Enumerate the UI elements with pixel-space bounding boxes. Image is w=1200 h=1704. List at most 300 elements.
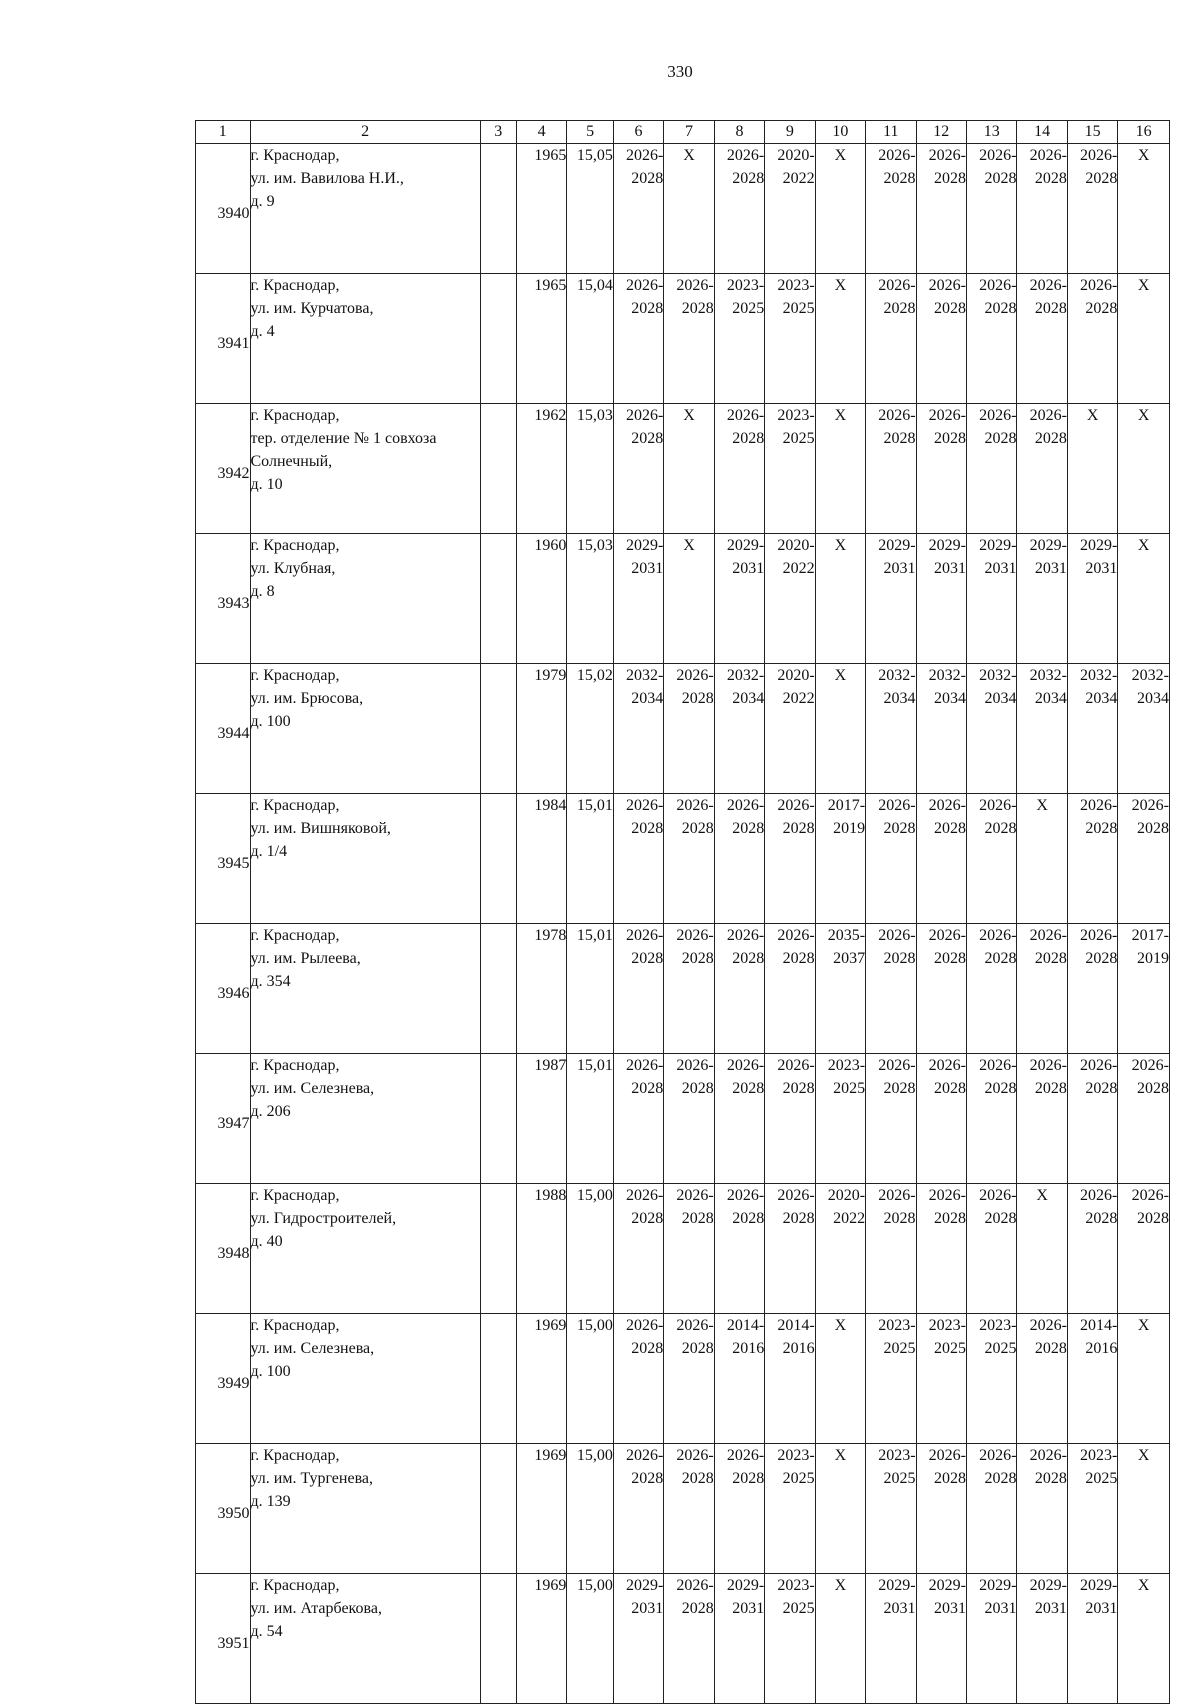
address-line: д. 40 [250,1233,283,1250]
column-header-9: 9 [765,121,815,144]
period-line: 2026- [676,277,714,294]
period-line: 2028 [782,1080,815,1097]
period-line: 2026- [878,1057,916,1074]
period-line: 2026- [1080,1187,1118,1204]
address-line: ул. им. Вавилова Н.И., [250,170,404,187]
period-cell-col10: X [815,144,865,274]
table-row [196,924,1170,1054]
year-cell: 1984 [516,794,566,924]
address-cell [250,1444,480,1574]
period-cell-col16: X [1118,1574,1170,1704]
period-cell-col11 [866,1574,916,1704]
period-line: 2026- [777,1187,815,1204]
period-line: 2014- [726,1317,765,1334]
period-cell-col13 [967,534,1017,664]
period-cell-col11 [866,144,916,274]
column-header-16: 16 [1118,121,1170,144]
address-line: ул. им. Тургенева, [250,1470,374,1487]
period-line: 2028 [883,950,916,967]
period-cell-col10: X [815,1574,865,1704]
period-cell-col15 [1067,1184,1117,1314]
period-line: 2031 [631,560,664,577]
address-line: д. 1/4 [250,843,288,860]
period-line: 2028 [631,300,664,317]
period-line: 2034 [1085,690,1118,707]
period-cell-col6 [613,144,663,274]
address-line: г. Краснодар, [250,1317,340,1334]
period-line: 2026- [1080,1057,1118,1074]
table-row [196,1184,1170,1314]
period-cell-col7: X [664,534,714,664]
period-line: 2028 [934,300,966,317]
period-cell-col12 [916,1574,966,1704]
header-row [196,121,1170,144]
period-line: 2032- [1131,667,1169,684]
address-line: д. 139 [250,1493,291,1510]
period-line: 2031 [631,1600,664,1617]
year-cell: 1979 [516,664,566,794]
period-line: 2028 [934,1210,966,1227]
column-3-cell [480,144,516,274]
period-cell-col7 [664,794,714,924]
period-line: 2028 [1034,1340,1067,1357]
period-cell-col15 [1067,664,1117,794]
period-cell-col9 [765,534,815,664]
period-cell-col9 [765,664,815,794]
address-line: г. Краснодар, [250,797,340,814]
column-3-cell [480,404,516,534]
period-line: 2014- [777,1317,815,1334]
period-cell-col14 [1017,1054,1067,1184]
period-line: 2026- [676,1447,714,1464]
period-line: 2032- [878,667,916,684]
period-cell-col8 [714,144,764,274]
period-cell-col6 [613,1574,663,1704]
period-cell-col8 [714,1444,764,1574]
period-cell-col14 [1017,144,1067,274]
address-line: г. Краснодар, [250,1187,340,1204]
period-cell-col14 [1017,1314,1067,1444]
address-line: д. 9 [250,193,275,210]
column-3-cell [480,664,516,794]
period-cell-col8 [714,1184,764,1314]
address-cell [250,274,480,404]
period-line: 2028 [681,1080,714,1097]
period-cell-col13 [967,924,1017,1054]
table-row [196,534,1170,664]
period-line: 2028 [1085,1080,1118,1097]
period-cell-col7 [664,1444,714,1574]
table-row [196,404,1170,534]
value-cell: 15,05 [567,144,613,274]
value-cell: 15,00 [567,1314,613,1444]
table-row [196,1314,1170,1444]
value-cell: 15,01 [567,1054,613,1184]
period-line: 2022 [782,690,815,707]
column-header-1: 1 [196,121,251,144]
period-line: 2026- [928,1187,966,1204]
period-cell-col16: X [1118,534,1170,664]
address-line: г. Краснодар, [250,1577,340,1594]
period-line: 2026- [625,147,664,164]
period-line: 2016 [1085,1340,1118,1357]
period-line: 2026- [1029,407,1067,424]
period-line: 2029- [1080,1577,1118,1594]
period-line: 2026- [676,797,714,814]
period-line: 2028 [883,170,916,187]
period-line: 2031 [984,1600,1017,1617]
period-cell-col13 [967,1574,1017,1704]
row-number: 3943 [196,534,251,664]
period-line: 2028 [681,1470,714,1487]
period-line: 2023- [979,1317,1017,1334]
period-line: 2026- [878,277,916,294]
year-cell: 1987 [516,1054,566,1184]
period-line: 2026- [928,277,966,294]
value-cell: 15,03 [567,404,613,534]
period-line: 2025 [883,1340,916,1357]
period-line: 2028 [934,950,966,967]
period-cell-col10 [815,1184,865,1314]
period-cell-col16: X [1118,1314,1170,1444]
period-line: 2026- [1131,1057,1169,1074]
period-line: 2034 [631,690,664,707]
period-cell-col9 [765,144,815,274]
address-line: г. Краснодар, [250,277,340,294]
period-line: 2029- [1080,537,1118,554]
address-line: г. Краснодар, [250,927,340,944]
period-cell-col14 [1017,274,1067,404]
period-cell-col16 [1118,1054,1170,1184]
column-header-6: 6 [613,121,663,144]
period-line: 2034 [1137,690,1169,707]
value-cell: 15,01 [567,924,613,1054]
period-line: 2032- [1080,667,1118,684]
period-line: 2022 [782,560,815,577]
period-cell-col6 [613,1314,663,1444]
address-line: ул. им. Курчатова, [250,300,374,317]
period-cell-col13 [967,1314,1017,1444]
period-line: 2029- [878,537,916,554]
period-line: 2034 [883,690,916,707]
period-line: 2029- [928,537,966,554]
period-cell-col15 [1067,1054,1117,1184]
row-number: 3951 [196,1574,251,1704]
column-3-cell [480,1574,516,1704]
table-row [196,1574,1170,1704]
period-line: 2028 [631,950,664,967]
period-line: 2020- [827,1187,866,1204]
period-cell-col7 [664,1054,714,1184]
address-cell [250,924,480,1054]
period-line: 2023- [726,277,765,294]
period-line: 2028 [984,300,1017,317]
period-line: 2017- [1131,927,1169,944]
period-line: 2034 [732,690,765,707]
period-line: 2025 [934,1340,966,1357]
period-line: 2035- [827,927,866,944]
period-line: 2032- [1029,667,1067,684]
value-cell: 15,00 [567,1574,613,1704]
period-line: 2022 [782,170,815,187]
period-line: 2025 [782,430,815,447]
address-cell [250,794,480,924]
period-cell-col16: X [1118,1444,1170,1574]
address-line: д. 4 [250,323,275,340]
column-header-3: 3 [480,121,516,144]
period-line: 2026- [726,797,765,814]
period-line: 2028 [883,820,916,837]
period-cell-col6 [613,534,663,664]
period-line: 2028 [934,1470,966,1487]
period-cell-col16: X [1118,404,1170,534]
period-cell-col8 [714,664,764,794]
value-cell: 15,00 [567,1184,613,1314]
period-cell-col7 [664,1184,714,1314]
period-line: 2026- [625,407,664,424]
period-line: 2031 [984,560,1017,577]
period-line: 2028 [681,820,714,837]
column-header-2: 2 [250,121,480,144]
period-line: 2026- [928,797,966,814]
period-cell-col7 [664,664,714,794]
value-cell: 15,02 [567,664,613,794]
value-cell: 15,00 [567,1444,613,1574]
year-cell: 1969 [516,1314,566,1444]
period-cell-col10: X [815,664,865,794]
registry-table [195,120,1170,1704]
period-line: 2026- [676,927,714,944]
period-line: 2025 [732,300,765,317]
period-line: 2028 [681,1600,714,1617]
address-line: г. Краснодар, [250,407,340,424]
period-line: 2029- [625,537,664,554]
period-line: 2029- [928,1577,966,1594]
period-cell-col7 [664,274,714,404]
period-cell-col12 [916,404,966,534]
address-line: д. 54 [250,1623,283,1640]
period-line: 2026- [979,277,1017,294]
period-line: 2028 [1034,950,1067,967]
period-line: 2026- [1029,277,1067,294]
address-line: ул. им. Селезнева, [250,1340,375,1357]
period-cell-col15 [1067,274,1117,404]
period-cell-col6 [613,274,663,404]
period-line: 2028 [1137,1210,1169,1227]
column-header-7: 7 [664,121,714,144]
address-cell [250,144,480,274]
period-line: 2028 [681,1210,714,1227]
column-header-8: 8 [714,121,764,144]
period-line: 2031 [934,1600,966,1617]
year-cell: 1965 [516,144,566,274]
period-line: 2028 [681,1340,714,1357]
period-cell-col12 [916,144,966,274]
period-line: 2028 [732,950,765,967]
period-line: 2028 [934,820,966,837]
period-line: 2028 [1085,1210,1118,1227]
period-line: 2026- [726,927,765,944]
period-line: 2026- [726,407,765,424]
period-line: 2028 [883,430,916,447]
period-line: 2026- [726,1057,765,1074]
period-line: 2017- [827,797,866,814]
period-cell-col11 [866,924,916,1054]
period-line: 2032- [625,667,664,684]
period-line: 2022 [833,1210,866,1227]
period-line: 2028 [681,690,714,707]
period-line: 2031 [1034,560,1067,577]
period-line: 2026- [1029,1447,1067,1464]
period-line: 2026- [625,1447,664,1464]
period-cell-col11 [866,794,916,924]
year-cell: 1988 [516,1184,566,1314]
period-line: 2028 [782,1210,815,1227]
address-line: ул. Клубная, [250,560,336,577]
period-line: 2028 [631,1210,664,1227]
period-cell-col10 [815,794,865,924]
address-cell [250,534,480,664]
period-cell-col15 [1067,144,1117,274]
period-line: 2026- [676,1577,714,1594]
address-line: д. 8 [250,583,275,600]
period-line: 2026- [1080,147,1118,164]
period-line: 2026- [1029,147,1067,164]
address-line: г. Краснодар, [250,667,340,684]
period-line: 2026- [777,927,815,944]
period-cell-col13 [967,664,1017,794]
period-line: 2028 [984,820,1017,837]
period-cell-col11 [866,664,916,794]
period-line: 2028 [631,1470,664,1487]
column-header-10: 10 [815,121,865,144]
period-cell-col12 [916,1184,966,1314]
address-line: г. Краснодар, [250,1057,340,1074]
address-line: Солнечный, [250,453,333,470]
period-line: 2034 [1034,690,1067,707]
row-number: 3947 [196,1054,251,1184]
period-cell-col8 [714,1574,764,1704]
address-line: ул. им. Вишняковой, [250,820,391,837]
period-line: 2026- [878,147,916,164]
period-cell-col10: X [815,274,865,404]
period-line: 2028 [732,1080,765,1097]
period-line: 2023- [777,277,815,294]
address-cell [250,1314,480,1444]
row-number: 3940 [196,144,251,274]
row-number: 3946 [196,924,251,1054]
period-line: 2028 [631,170,664,187]
period-line: 2034 [934,690,966,707]
period-line: 2016 [732,1340,765,1357]
column-3-cell [480,274,516,404]
period-cell-col8 [714,1314,764,1444]
period-cell-col11 [866,1444,916,1574]
period-line: 2026- [676,1317,714,1334]
period-cell-col16 [1118,924,1170,1054]
period-cell-col14 [1017,404,1067,534]
period-cell-col9 [765,1184,815,1314]
period-line: 2025 [984,1340,1017,1357]
address-line: ул. Гидростроителей, [250,1210,397,1227]
period-line: 2016 [782,1340,815,1357]
period-cell-col14 [1017,1574,1067,1704]
address-cell [250,664,480,794]
row-number: 3949 [196,1314,251,1444]
period-line: 2026- [1080,797,1118,814]
row-number: 3950 [196,1444,251,1574]
period-line: 2028 [631,820,664,837]
period-line: 2023- [777,1447,815,1464]
period-line: 2026- [625,1187,664,1204]
period-line: 2026- [979,1057,1017,1074]
page-number: 330 [667,62,693,81]
period-line: 2026- [878,407,916,424]
address-line: ул. им. Брюсова, [250,690,364,707]
period-line: 2029- [1029,1577,1067,1594]
period-line: 2026- [928,927,966,944]
period-cell-col6 [613,664,663,794]
value-cell: 15,01 [567,794,613,924]
period-line: 2028 [934,1080,966,1097]
period-line: 2026- [625,1057,664,1074]
period-cell-col14 [1017,534,1067,664]
period-cell-col8 [714,534,764,664]
column-header-14: 14 [1017,121,1067,144]
address-cell [250,404,480,534]
period-line: 2031 [934,560,966,577]
table-row [196,144,1170,274]
row-number: 3945 [196,794,251,924]
period-line: 2026- [979,1447,1017,1464]
year-cell: 1960 [516,534,566,664]
year-cell: 1962 [516,404,566,534]
period-cell-col12 [916,664,966,794]
period-line: 2029- [979,1577,1017,1594]
period-line: 2026- [1080,927,1118,944]
period-line: 2025 [782,300,815,317]
year-cell: 1969 [516,1444,566,1574]
period-line: 2020- [777,537,815,554]
period-cell-col7 [664,1314,714,1444]
period-cell-col12 [916,794,966,924]
period-line: 2026- [928,1447,966,1464]
period-cell-col11 [866,274,916,404]
period-line: 2023- [928,1317,966,1334]
period-line: 2026- [1029,1057,1067,1074]
period-line: 2028 [732,1470,765,1487]
period-line: 2019 [1137,950,1169,967]
period-line: 2029- [726,1577,765,1594]
period-line: 2026- [928,147,966,164]
table-row [196,274,1170,404]
column-header-11: 11 [866,121,916,144]
value-cell: 15,03 [567,534,613,664]
column-3-cell [480,1314,516,1444]
period-line: 2028 [631,430,664,447]
period-cell-col6 [613,1184,663,1314]
period-cell-col8 [714,404,764,534]
address-line: д. 354 [250,973,291,990]
period-line: 2026- [979,147,1017,164]
period-cell-col10 [815,924,865,1054]
period-line: 2026- [928,1057,966,1074]
period-cell-col8 [714,274,764,404]
period-cell-col11 [866,1054,916,1184]
period-line: 2023- [878,1317,916,1334]
period-cell-col10: X [815,1314,865,1444]
period-line: 2026- [979,407,1017,424]
